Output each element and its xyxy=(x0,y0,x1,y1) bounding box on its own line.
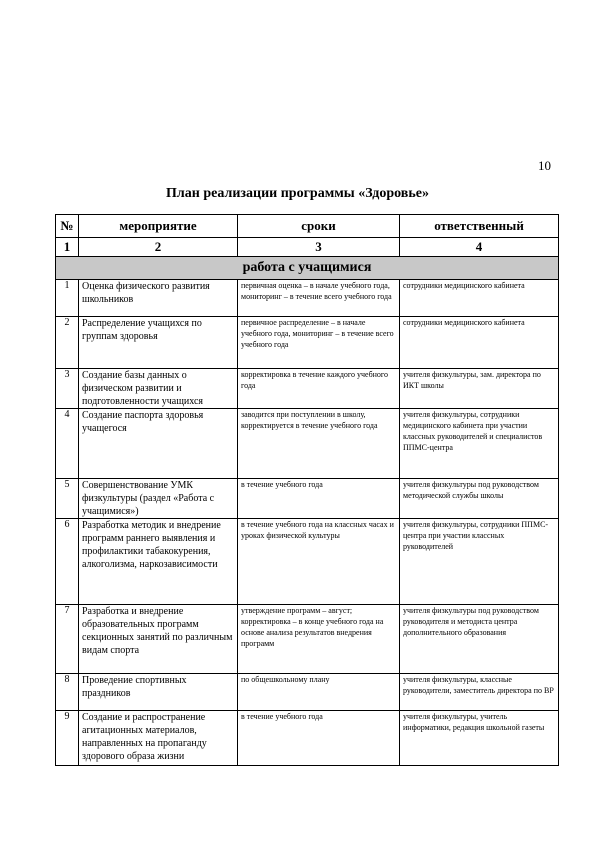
document-title: План реализации программы «Здоровье» xyxy=(166,186,429,201)
event-cell: Распределение учащихся по группам здоровья xyxy=(79,317,238,369)
column-number: 3 xyxy=(238,238,400,257)
table-row xyxy=(56,674,559,711)
column-number: 1 xyxy=(56,238,79,257)
responsible-cell: учителя физкультуры под руководством руководителя и методиста центра дополнительного образования xyxy=(400,605,559,674)
responsible-cell: учителя физкультуры, зам. директора по ИКТ школы xyxy=(400,369,559,409)
event-cell: Совершенствование УМК физкультуры (раздел «Работа с учащимися») xyxy=(79,479,238,519)
event-cell: Разработка методик и внедрение программ раннего выявления и профилактики табакокурения, алкоголизма, наркозависимости xyxy=(79,519,238,605)
table-row xyxy=(56,369,559,409)
terms-cell: заводится при поступлении в школу, корректируется в течение учебного года xyxy=(238,409,400,479)
row-number: 3 xyxy=(56,369,79,409)
table-row xyxy=(56,280,559,317)
header-row xyxy=(56,215,559,238)
responsible-cell: учителя физкультуры, сотрудники ППМС-центра при участии классных руководителей xyxy=(400,519,559,605)
section-row xyxy=(56,257,559,280)
responsible-cell: сотрудники медицинского кабинета xyxy=(400,280,559,317)
row-number: 8 xyxy=(56,674,79,711)
row-number: 4 xyxy=(56,409,79,479)
event-cell: Создание паспорта здоровья учащегося xyxy=(79,409,238,479)
terms-cell: в течение учебного года xyxy=(238,711,400,766)
row-number: 6 xyxy=(56,519,79,605)
table-row xyxy=(56,605,559,674)
column-number-row xyxy=(56,238,559,257)
row-number: 1 xyxy=(56,280,79,317)
event-cell: Проведение спортивных праздников xyxy=(79,674,238,711)
event-cell: Разработка и внедрение образовательных программ секционных занятий по различным видам спорта xyxy=(79,605,238,674)
table-row xyxy=(56,711,559,766)
column-number: 4 xyxy=(400,238,559,257)
terms-cell: первичное распределение – в начале учебного года, мониторинг – в течение всего учебного года xyxy=(238,317,400,369)
terms-cell: по общешкольному плану xyxy=(238,674,400,711)
section-title: работа с учащимися xyxy=(56,257,559,280)
row-number: 7 xyxy=(56,605,79,674)
terms-cell: утверждение программ – август; корректировка – в конце учебного года на основе анализа результатов внедрения программ xyxy=(238,605,400,674)
event-cell: Создание и распространение агитационных материалов, направленных на пропаганду здорового образа жизни xyxy=(79,711,238,766)
terms-cell: в течение учебного года xyxy=(238,479,400,519)
row-number: 5 xyxy=(56,479,79,519)
event-cell: Создание базы данных о физическом развитии и подготовленности учащихся xyxy=(79,369,238,409)
table-row xyxy=(56,479,559,519)
terms-cell: в течение учебного года на классных часах и уроках физической культуры xyxy=(238,519,400,605)
table-row xyxy=(56,409,559,479)
plan-table xyxy=(55,214,559,766)
responsible-cell: учителя физкультуры, учитель информатики, редакция школьной газеты xyxy=(400,711,559,766)
responsible-cell: учителя физкультуры под руководством методической службы школы xyxy=(400,479,559,519)
terms-cell: первичная оценка – в начале учебного года, мониторинг – в течение всего учебного года xyxy=(238,280,400,317)
row-number: 2 xyxy=(56,317,79,369)
header-event: мероприятие xyxy=(79,215,238,238)
event-cell: Оценка физического развития школьников xyxy=(79,280,238,317)
page-number: 10 xyxy=(538,158,551,173)
table-row xyxy=(56,317,559,369)
responsible-cell: учителя физкультуры, сотрудники медицинского кабинета при участии классных руководителей и специалистов ППМС-центра xyxy=(400,409,559,479)
header-responsible: ответственный xyxy=(400,215,559,238)
header-number: № xyxy=(56,215,79,238)
terms-cell: корректировка в течение каждого учебного года xyxy=(238,369,400,409)
table-row xyxy=(56,519,559,605)
column-number: 2 xyxy=(79,238,238,257)
header-terms: сроки xyxy=(238,215,400,238)
responsible-cell: учителя физкультуры, классные руководители, заместитель директора по ВР xyxy=(400,674,559,711)
responsible-cell: сотрудники медицинского кабинета xyxy=(400,317,559,369)
row-number: 9 xyxy=(56,711,79,766)
